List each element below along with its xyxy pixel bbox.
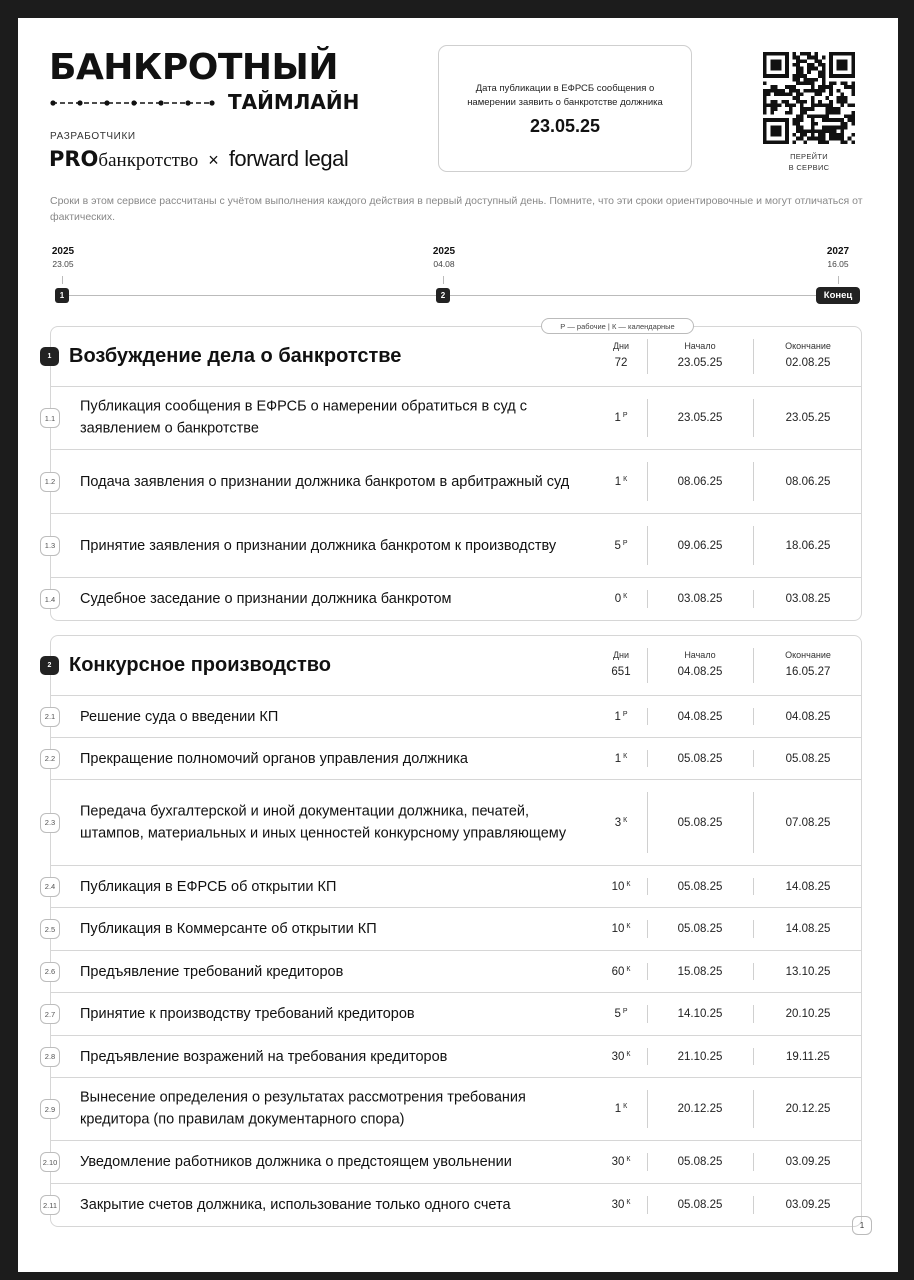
row-days-value: 5 <box>614 539 621 552</box>
row-days <box>596 881 646 893</box>
row-days <box>596 540 646 552</box>
row-end-date: 23.05.25 <box>785 412 831 424</box>
row-start-date: 05.08.25 <box>677 752 723 765</box>
section-rows <box>42 696 861 1226</box>
timeline-marker-end: Конец <box>816 287 860 304</box>
table-row <box>44 514 861 578</box>
timeline-year: 2025 <box>432 246 456 257</box>
row-end-date: 19.11.25 <box>786 1050 830 1063</box>
publication-date: 23.05.25 <box>529 115 601 136</box>
timeline-point-2 <box>431 246 457 269</box>
qr-code-icon[interactable] <box>763 52 855 144</box>
row-days-value: 30 <box>611 1156 625 1168</box>
row-days <box>596 711 646 723</box>
row-days-type: К <box>626 880 631 888</box>
qr-caption-line1: ПЕРЕЙТИ <box>790 152 828 161</box>
row-days <box>596 1008 646 1020</box>
publication-date-box <box>438 45 692 172</box>
row-action-text: Судебное заседание о признании должника банкротом <box>80 590 452 607</box>
row-number-badge: 2.1 <box>40 707 60 727</box>
row-end-date: 03.09.25 <box>785 1199 831 1211</box>
row-days <box>596 1051 646 1063</box>
logo-subtitle: ТАЙМЛАЙН <box>228 90 360 114</box>
row-number-badge: 2.9 <box>40 1099 60 1119</box>
col-days-label: Дни <box>612 341 630 351</box>
days-type-legend: Р — рабочие | К — календарные <box>541 318 694 334</box>
developers-label: РАЗРАБОТЧИКИ <box>50 131 136 142</box>
section-title: Возбуждение дела о банкротстве <box>69 345 402 367</box>
row-days-value: 3 <box>614 816 622 829</box>
row-action-text: Предъявление возражений на требования кредиторов <box>80 1048 448 1065</box>
table-row <box>44 578 861 620</box>
section-days-value: 72 <box>614 357 628 369</box>
timeline-date: 23.05 <box>52 259 74 269</box>
row-start-date: 23.05.25 <box>677 412 723 424</box>
section-end <box>754 341 862 369</box>
table-row <box>42 1184 861 1226</box>
row-days-value: 1 <box>614 475 622 488</box>
row-end-date: 18.06.25 <box>785 539 831 552</box>
col-start-label: Начало <box>684 341 716 351</box>
row-start-date: 09.06.25 <box>677 539 723 552</box>
row-end-date: 20.12.25 <box>785 1103 831 1115</box>
row-days-type: Р <box>622 539 628 547</box>
section-end-value: 02.08.25 <box>785 357 831 369</box>
row-number-badge: 2.6 <box>40 962 60 982</box>
col-days-label: Дни <box>612 650 630 660</box>
row-days <box>596 1199 646 1211</box>
row-number-badge: 2.8 <box>40 1047 60 1067</box>
row-action-text: Решение суда о введении КП <box>80 708 279 725</box>
timeline-year: 2025 <box>51 246 75 257</box>
row-days-type: К <box>626 1050 631 1058</box>
brand-pro: PRO <box>49 147 99 171</box>
table-row <box>44 908 861 951</box>
section-start <box>648 341 752 369</box>
table-row <box>44 387 861 450</box>
row-days-type: Р <box>622 412 628 419</box>
developer-brands <box>49 146 348 172</box>
row-start-date: 20.12.25 <box>677 1103 723 1115</box>
row-number-badge: 1.4 <box>40 589 60 609</box>
row-end-date: 04.08.25 <box>785 710 831 723</box>
table-row <box>44 450 861 514</box>
table-row <box>44 993 861 1036</box>
row-number-badge: 2.5 <box>40 919 60 939</box>
section-days <box>596 650 646 678</box>
row-days-type: К <box>623 1103 628 1110</box>
row-number-badge: 2.3 <box>40 813 60 833</box>
row-start-date: 05.08.25 <box>677 1156 723 1168</box>
table-row <box>44 738 861 780</box>
row-start-date: 14.10.25 <box>677 1008 723 1020</box>
row-days-value: 10 <box>611 923 625 935</box>
row-action-text: Закрытие счетов должника, использование только одного счета <box>80 1196 511 1213</box>
row-days <box>596 1156 646 1168</box>
disclaimer-note: Сроки в этом сервисе рассчитаны с учётом выполнения каждого действия в первый доступный день. Помните, что эти сроки ориентировочные и могут отличаться от фактических. <box>50 195 863 223</box>
row-number-badge: 1.3 <box>40 536 60 556</box>
row-end-date: 20.10.25 <box>785 1008 831 1020</box>
row-action-text: Публикация в Коммерсанте об открытии КП <box>80 920 377 937</box>
timeline-year: 2027 <box>826 246 850 257</box>
row-end-date: 03.09.25 <box>785 1156 831 1168</box>
section-start-value: 23.05.25 <box>677 357 723 369</box>
section-1 <box>44 326 862 621</box>
table-row <box>44 1036 861 1078</box>
row-days-type: К <box>626 1156 631 1163</box>
row-days <box>596 817 646 829</box>
table-row <box>44 1078 861 1141</box>
row-days-value: 1 <box>614 1103 622 1115</box>
row-number-badge: 2.11 <box>40 1195 60 1215</box>
timeline-marker-2: 2 <box>436 288 450 303</box>
row-action-text: Предъявление требований кредиторов <box>80 963 344 980</box>
row-days-type: К <box>626 1199 631 1206</box>
timeline-date: 04.08 <box>433 259 455 269</box>
row-action-text: Подача заявления о признании должника банкротом в арбитражный суд <box>80 473 570 490</box>
document-page <box>18 18 898 1272</box>
row-action-text: Публикация сообщения в ЕФРСБ о намерении обратиться в суд с заявлением о банкротстве <box>80 398 527 437</box>
row-end-date: 14.08.25 <box>785 923 831 935</box>
row-days-value: 1 <box>614 752 622 765</box>
timeline-line <box>62 295 852 296</box>
publication-caption: Дата публикации в ЕФРСБ сообщения о намерении заявить о банкротстве должника <box>467 83 663 108</box>
row-action-text: Уведомление работников должника о предстоящем увольнении <box>80 1153 512 1170</box>
timeline-date: 16.05 <box>827 259 849 269</box>
timeline-point-1 <box>50 246 76 269</box>
row-days <box>596 966 646 978</box>
table-row <box>42 1141 861 1184</box>
row-action-text: Вынесение определения о результатах рассмотрения требования кредитора (по правилам документарного спора) <box>80 1089 526 1128</box>
row-action-text: Передача бухгалтерской и иной документации должника, печатей, штампов, материальных и иных ценностей конкурсному управляющему <box>80 803 567 842</box>
row-days <box>596 412 646 424</box>
row-action-text: Принятие заявления о признании должника банкротом к производству <box>80 537 557 554</box>
section-days-value: 651 <box>611 666 631 678</box>
row-start-date: 05.08.25 <box>677 816 723 829</box>
row-days-type: К <box>626 965 631 973</box>
row-start-date: 04.08.25 <box>677 710 723 723</box>
row-action-text: Публикация в ЕФРСБ об открытии КП <box>80 878 337 895</box>
row-days-type: Р <box>622 1008 628 1015</box>
timeline-marker-1: 1 <box>55 288 69 303</box>
section-end-value: 16.05.27 <box>785 666 831 678</box>
col-start-label: Начало <box>684 650 716 660</box>
row-end-date: 07.08.25 <box>785 816 831 829</box>
row-number-badge: 1.1 <box>40 408 60 428</box>
row-number-badge: 2.7 <box>40 1004 60 1024</box>
row-action-text: Прекращение полномочий органов управления должника <box>80 750 468 767</box>
table-row <box>44 696 861 738</box>
row-start-date: 05.08.25 <box>677 923 723 935</box>
qr-caption <box>763 152 855 173</box>
row-days-type: К <box>623 816 628 824</box>
row-days-value: 30 <box>611 1050 625 1063</box>
row-days-type: К <box>623 475 628 483</box>
row-start-date: 15.08.25 <box>677 965 723 978</box>
row-end-date: 03.08.25 <box>785 593 831 605</box>
row-days <box>596 923 646 935</box>
section-end <box>754 650 862 678</box>
qr-caption-line2: В СЕРВИС <box>788 162 830 172</box>
row-days <box>596 1103 646 1115</box>
row-days-type: К <box>623 593 628 600</box>
section-start <box>648 650 752 678</box>
row-start-date: 08.06.25 <box>677 475 723 488</box>
table-row <box>44 866 861 908</box>
section-rows <box>44 387 861 620</box>
section-header <box>47 636 861 696</box>
row-days-value: 0 <box>614 593 622 605</box>
row-end-date: 13.10.25 <box>785 965 831 978</box>
row-start-date: 03.08.25 <box>677 593 723 605</box>
row-days-value: 60 <box>611 965 625 978</box>
timeline-point-end <box>824 246 852 269</box>
logo-title: БАНКРОТНЫЙ <box>49 47 338 88</box>
row-days-type: К <box>623 752 628 760</box>
row-number-badge: 2.4 <box>40 877 60 897</box>
row-days-type: Р <box>622 710 628 718</box>
row-days-value: 1 <box>614 412 621 424</box>
row-days <box>596 753 646 765</box>
row-number-badge: 2.10 <box>40 1152 60 1172</box>
row-days-value: 1 <box>614 710 621 723</box>
row-start-date: 05.08.25 <box>677 880 723 893</box>
dotted-line-decoration <box>50 96 215 110</box>
section-2 <box>42 635 862 1227</box>
section-number-badge: 1 <box>40 347 59 366</box>
timeline-tick <box>838 276 839 284</box>
section-days <box>596 341 646 369</box>
row-start-date: 21.10.25 <box>677 1050 723 1063</box>
brand-bankrotstvo: банкротство <box>98 150 199 171</box>
section-start-value: 04.08.25 <box>677 666 723 678</box>
col-end-label: Окончание <box>785 650 831 660</box>
row-end-date: 14.08.25 <box>785 880 831 893</box>
row-days <box>596 476 646 488</box>
row-days-value: 10 <box>611 880 625 893</box>
section-title: Конкурсное производство <box>69 654 332 676</box>
row-number-badge: 1.2 <box>40 472 60 492</box>
table-row <box>44 780 861 866</box>
row-days <box>596 593 646 605</box>
col-end-label: Окончание <box>785 341 831 351</box>
section-header <box>47 327 861 387</box>
row-days-value: 30 <box>611 1199 625 1211</box>
brand-separator: × <box>208 150 219 170</box>
row-start-date: 05.08.25 <box>677 1199 723 1211</box>
row-action-text: Принятие к производству требований кредиторов <box>80 1005 415 1022</box>
timeline-tick <box>62 276 63 284</box>
brand-forward-legal: forward legal <box>228 146 349 171</box>
row-days-type: К <box>626 923 631 930</box>
table-row <box>44 951 861 993</box>
row-end-date: 08.06.25 <box>785 475 831 488</box>
page-number: 1 <box>852 1216 872 1235</box>
row-days-value: 5 <box>614 1008 621 1020</box>
row-end-date: 05.08.25 <box>785 752 831 765</box>
row-number-badge: 2.2 <box>40 749 60 769</box>
timeline-tick <box>443 276 444 284</box>
section-number-badge: 2 <box>40 656 59 675</box>
